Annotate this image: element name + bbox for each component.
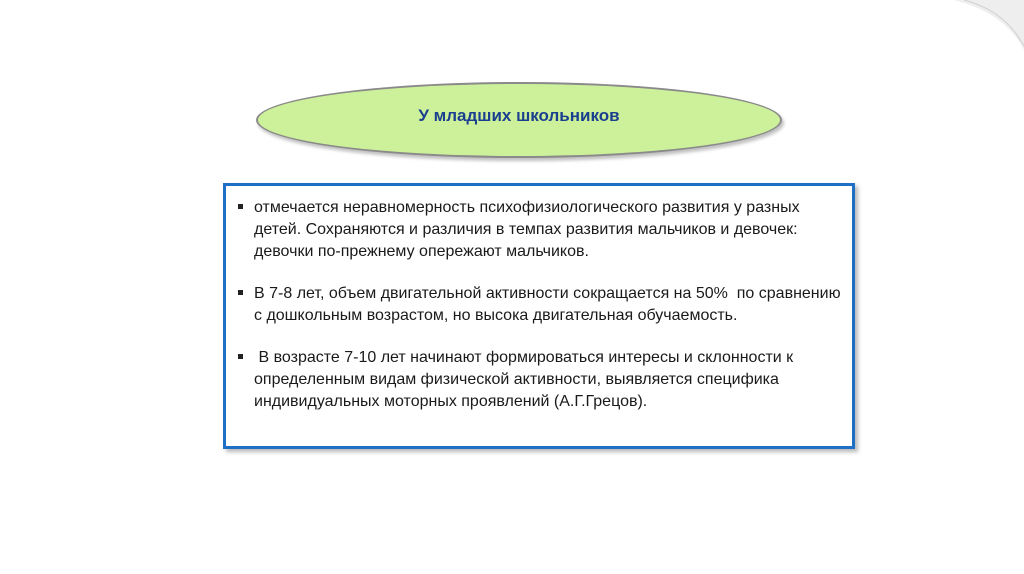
list-item	[238, 283, 846, 327]
list-item	[238, 197, 842, 263]
list-item-text: В 7-8 лет, объем двигательной активности сокращается на 50% по сравнению с дошкольным возрастом, но высока двигательная обучаемость.	[254, 285, 846, 324]
content-box	[223, 183, 855, 449]
list-item-text: В возрасте 7-10 лет начинают формироваться интересы и склонности к определенным видам физической активности, выявляется специфика индивидуальных моторных проявлений (А.Г.Грецов).	[254, 349, 798, 410]
bullet-square-icon	[238, 204, 243, 209]
bullet-square-icon	[238, 290, 243, 295]
list-item-text: отмечается неравномерность психофизиологического развития у разных детей. Сохраняются и различия в темпах развития мальчиков и девочек: девочки по-прежнему опережают мальчиков.	[254, 199, 805, 260]
bullet-square-icon	[238, 354, 243, 359]
page-curl-icon	[954, 0, 1024, 50]
title-ellipse	[256, 82, 782, 158]
slide-title: У младших школьников	[418, 106, 620, 125]
list-item	[238, 347, 842, 413]
